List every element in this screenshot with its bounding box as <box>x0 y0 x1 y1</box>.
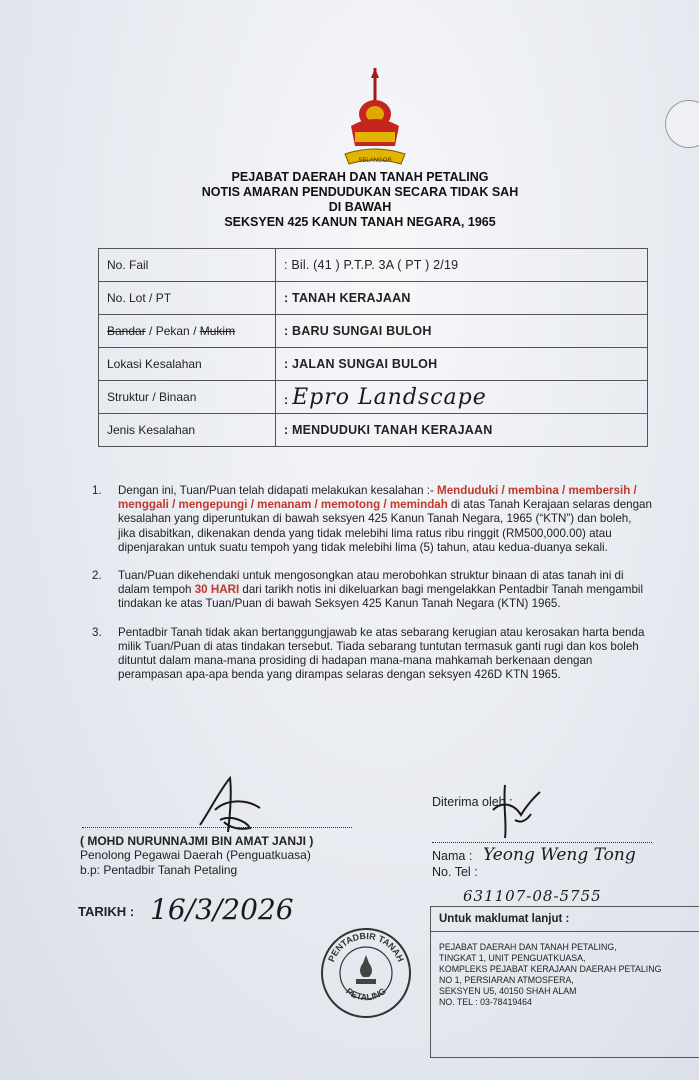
notice-body <box>92 484 652 696</box>
officer-title: Penolong Pegawai Daerah (Penguatkuasa) <box>80 848 311 862</box>
address-line: SEKSYEN U5, 40150 SHAH ALAM <box>439 986 577 996</box>
label-location: Lokasi Kesalahan <box>99 348 276 381</box>
struck-mukim: Mukim <box>199 324 236 338</box>
paragraph-number: 1. <box>92 484 102 497</box>
text-b: dari tarikh notis ini dikeluarkan bagi mengelakkan Pentadbir Tanah mengambil tindakan ke atas Tuan/Puan di bawah Seksyen 425 Kanun Tanah Negara (KTN) 1965. <box>118 583 644 611</box>
paragraph-number: 2. <box>92 569 102 583</box>
case-details-table <box>98 248 648 447</box>
officer-block <box>80 775 380 878</box>
date-label: TARIKH : <box>78 904 135 919</box>
text-a: Dengan ini, Tuan/Puan telah didapati melakukan kesalahan :- <box>118 484 438 497</box>
text-a: Tuan/Puan dikehendaki untuk mengosongkan atau merobohkan struktur binaan di atas tanah ini di dalam tempoh <box>118 569 624 597</box>
offence-list: Menduduki / membina / membersih / menggali / mengepungi / menanam / memotong / memindah <box>118 484 637 512</box>
recipient-signature-line <box>432 842 652 843</box>
address-line: TINGKAT 1, UNIT PENGUATKUASA, <box>439 953 586 963</box>
label-area <box>99 315 276 348</box>
value-location: : JALAN SUNGAI BULOH <box>276 348 648 381</box>
table-row <box>99 315 648 348</box>
official-stamp-icon <box>318 925 414 1021</box>
table-row <box>99 282 648 315</box>
recipient-signature-icon <box>485 780 545 840</box>
deadline: 30 HARI <box>194 583 240 597</box>
label-lot-no: No. Lot / PT <box>99 282 276 315</box>
label-offence: Jenis Kesalahan <box>99 414 276 447</box>
value-file-no: : Bil. (41 ) P.T.P. 3A ( PT ) 2/19 <box>276 249 648 282</box>
officer-on-behalf: b.p: Pentadbir Tanah Petaling <box>80 863 238 877</box>
tel-label: No. Tel : <box>432 865 478 879</box>
address-line: NO. TEL : 03-78419464 <box>439 997 532 1007</box>
svg-text:SELANGOR: SELANGOR <box>358 158 392 164</box>
label-file-no: No. Fail <box>99 249 276 282</box>
paragraph-2 <box>92 569 652 612</box>
paragraph-1 <box>92 484 652 555</box>
paragraph-text <box>118 484 652 555</box>
notice-section: SEKSYEN 425 KANUN TANAH NEGARA, 1965 <box>224 215 496 229</box>
paragraph-text: Pentadbir Tanah tidak akan bertanggungjawab ke atas sebarang kerugian atau kerosakan harta benda milik Tuan/Puan di atas tindakan tersebut. Tiada sebarang tuntutan termasuk ganti rugi dan kos boleh dituntut dalam mana-mana prosiding di hadapan mana-mana mahkamah berkenaan dengan perampasan apa-apa benda yang dirampas selaras dengan seksyen 426D KTN 1965. <box>118 625 645 682</box>
notice-title: NOTIS AMARAN PENDUDUKAN SECARA TIDAK SAH <box>201 185 519 199</box>
date-value: 16/3/2026 <box>150 893 294 926</box>
table-row <box>99 249 648 282</box>
address-line: KOMPLEKS PEJABAT KERAJAAN DAERAH PETALING <box>439 964 662 974</box>
text-b: di atas Tanah Kerajaan selaras dengan kesalahan yang diperuntukan di bawah seksyen 425 Kanun Tanah Negara, 1965 (“KTN”) dan boleh, jika disabitkan, dikenakan denda yang tidak melebihi lima ratus ribu ringgit (RM500,000.00) atau dipenjarakan untuk suatu tempoh yang tidak melebihi lima (5) tahun, atau kedua-duanya sekali. <box>118 498 652 554</box>
label-pekan: / Pekan / <box>145 324 200 338</box>
label-structure: Struktur / Binaan <box>99 381 276 414</box>
contact-address <box>431 932 699 1018</box>
paragraph-number: 3. <box>92 625 102 639</box>
signature-line <box>82 827 352 828</box>
value-area: : BARU SUNGAI BULOH <box>276 315 648 348</box>
value-lot-no: : TANAH KERAJAAN <box>276 282 648 315</box>
recipient-labels <box>432 848 478 880</box>
svg-text:PETALING: PETALING <box>344 985 388 1003</box>
value-structure <box>276 381 648 414</box>
paragraph-3 <box>92 626 652 683</box>
table-row <box>99 414 648 447</box>
recipient-name: Yeong Weng Tong <box>483 845 636 865</box>
table-row <box>99 348 648 381</box>
value-offence: : MENDUDUKI TANAH KERAJAAN <box>276 414 648 447</box>
svg-text:PENTADBIR TANAH: PENTADBIR TANAH <box>326 930 406 964</box>
table-row <box>99 381 648 414</box>
selangor-crest-icon <box>335 66 415 176</box>
paragraph-text <box>118 569 652 612</box>
contact-title: Untuk maklumat lanjut : <box>431 907 699 932</box>
notice-header <box>150 170 570 230</box>
name-label: Nama : <box>432 849 473 863</box>
colon: : <box>284 392 289 407</box>
recipient-id: 631107-08-5755 <box>463 887 602 905</box>
contact-info-box <box>430 906 699 1058</box>
office-title: PEJABAT DAERAH DAN TANAH PETALING <box>231 170 489 184</box>
handwritten-structure: Epro Landscape <box>292 384 487 410</box>
officer-name: ( MOHD NURUNNAJMI BIN AMAT JANJI ) <box>80 834 314 848</box>
received-by-label: Diterima oleh : <box>432 795 513 809</box>
struck-bandar: Bandar <box>107 324 146 338</box>
notice-title-under: DI BAWAH <box>328 200 392 214</box>
address-line: NO 1, PERSIARAN ATMOSFERA, <box>439 975 574 985</box>
punch-hole <box>665 100 699 148</box>
address-line: PEJABAT DAERAH DAN TANAH PETALING, <box>439 942 617 952</box>
